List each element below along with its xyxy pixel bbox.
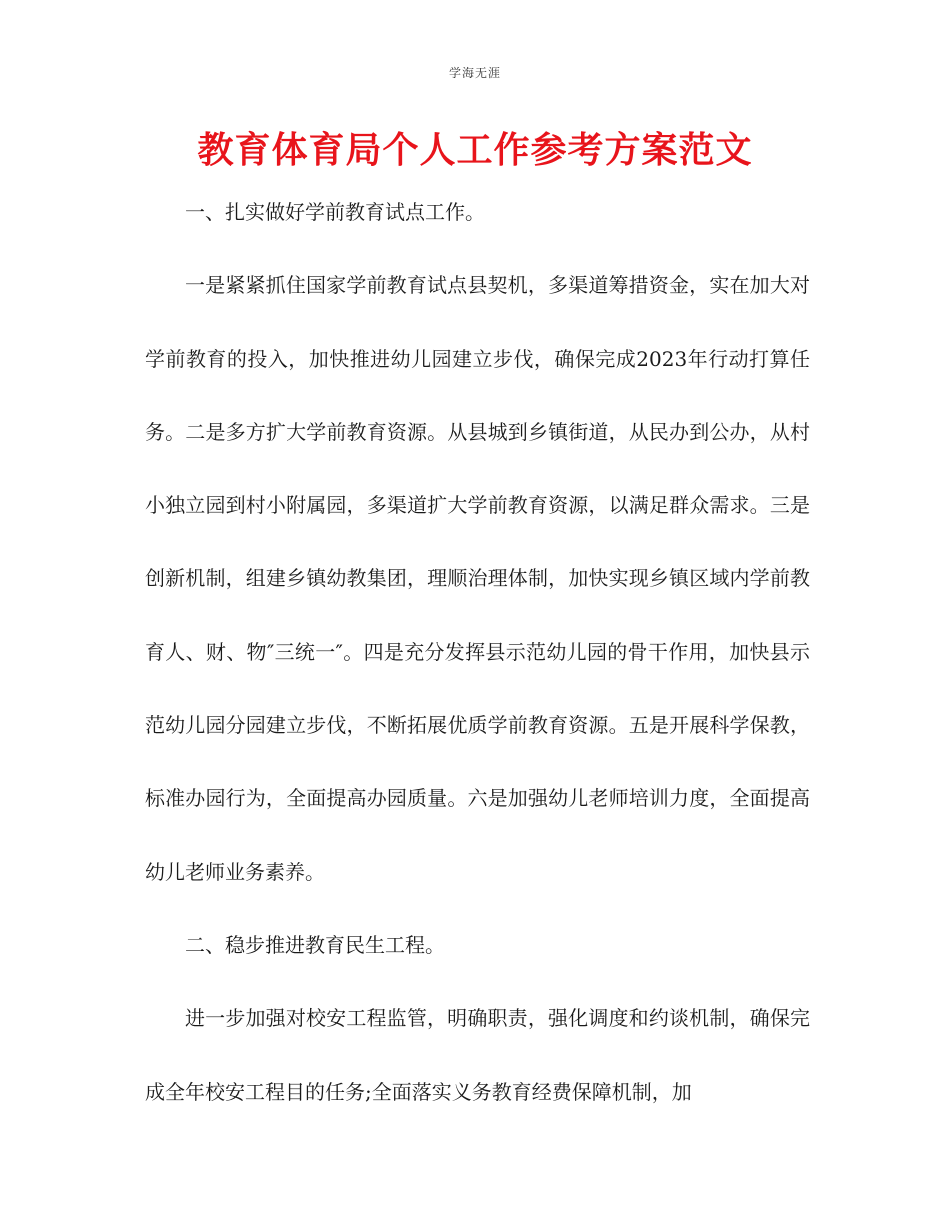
section-heading-2: 二、稳步推进教育民生工程。 bbox=[185, 932, 445, 957]
document-body bbox=[145, 176, 810, 1129]
page-header: 学海无涯 bbox=[448, 66, 501, 80]
section-heading-1: 一、扎实做好学前教育试点工作。 bbox=[185, 200, 485, 224]
paragraph-1: 一是紧紧抓住国家学前教育试点县契机，多渠道筹措资金，实在加大对学前教育的投入，加快推进幼儿园建立步伐，确保完成2023年行动打算任务。二是多方扩大学前教育资源。从县城到乡镇街道，从民办到公办，从村小独立园到村小附属园，多渠道扩大学前教育资源，以满足群众需求。三是创新机制，组建乡镇幼教集团，理顺治理体制，加快实现乡镇区域内学前教育人、财、物″三统一″。四是充分发挥县示范幼儿园的骨干作用，加快县示范幼儿园分园建立步伐，不断拓展优质学前教育资源。五是开展科学保教，标准办园行为，全面提高办园质量。六是加强幼儿老师培训力度，全面提高幼儿老师业务素养。 bbox=[145, 273, 810, 884]
document-title: 教育体育局个人工作参考方案范文 bbox=[197, 130, 753, 171]
paragraph-2: 进一步加强对校安工程监管，明确职责，强化调度和约谈机制，确保完成全年校安工程目的任务;全面落实义务教育经费保障机制，加 bbox=[145, 1006, 810, 1104]
